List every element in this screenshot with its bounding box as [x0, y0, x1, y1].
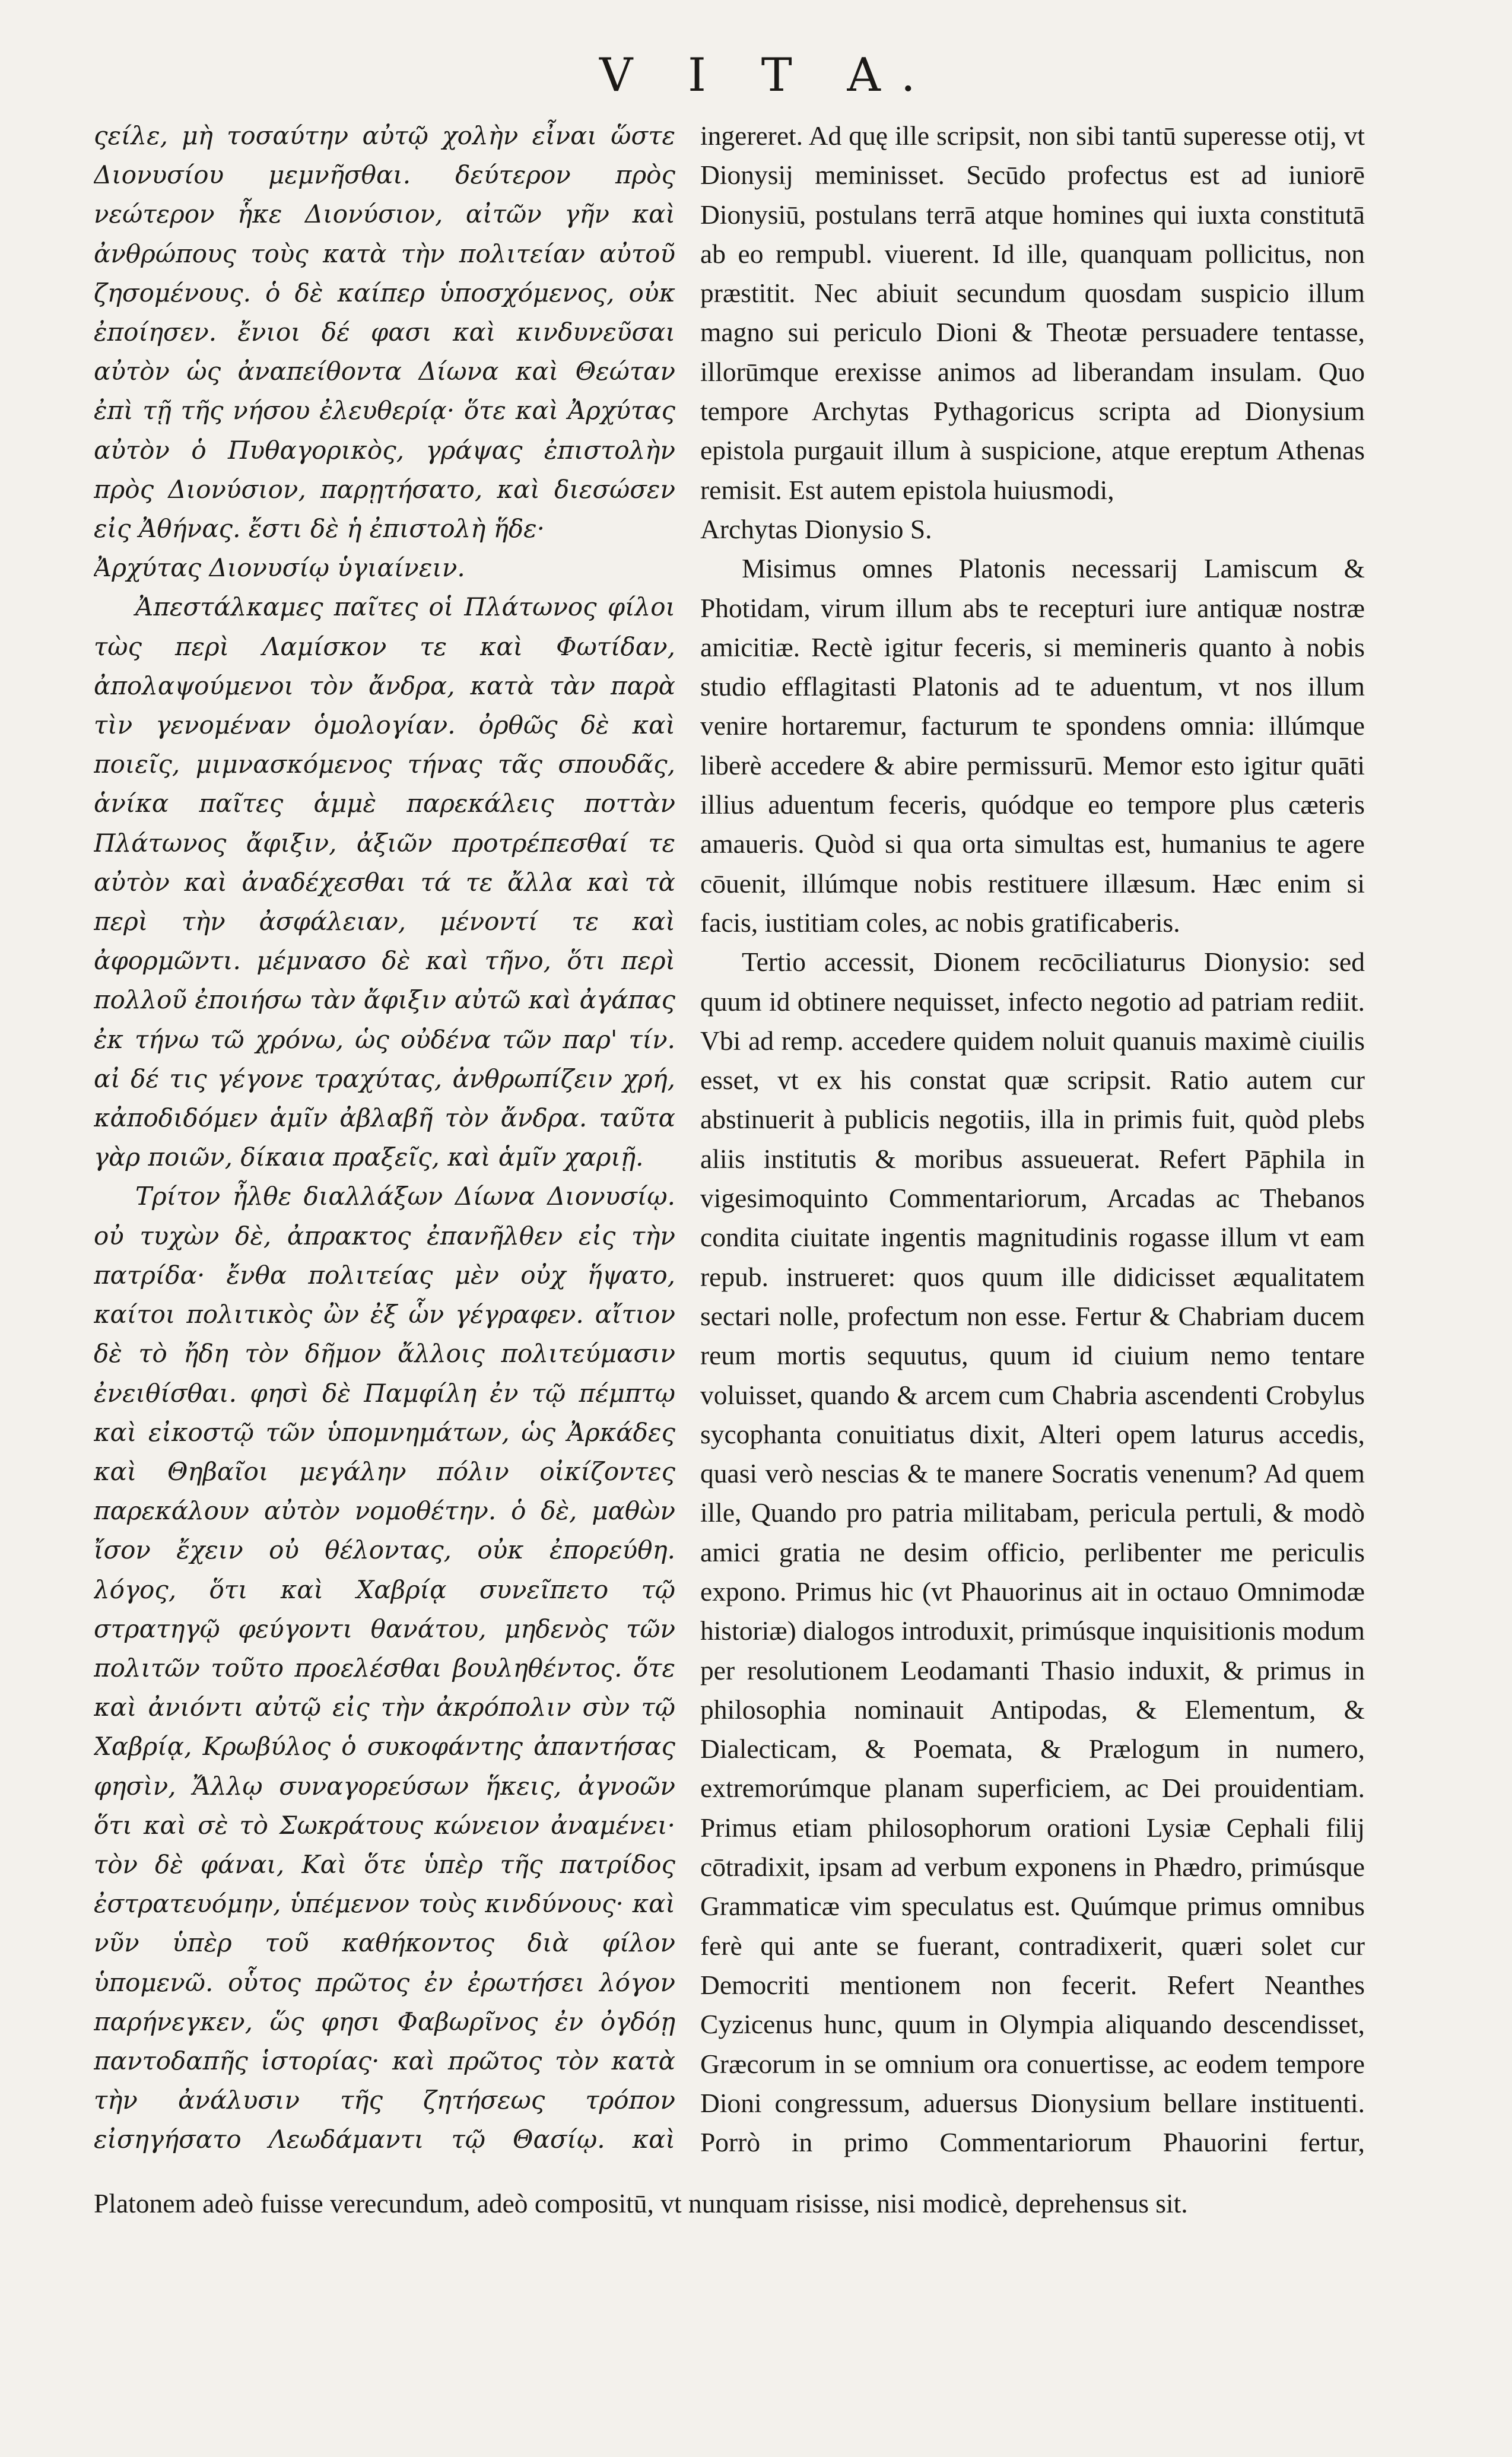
latin-paragraph: ingereret. Ad quę ille scripsit, non sibi tantū superesse otij, vt Dionysij meminisset. Secūdo profectus est ad iuniorē Dionysiū, postulans terrā atque homines qui iuxta constitutā ab eo rempubl. viuerent. Id ille, quanquam pollicitus, non præstitit. Nec abiuit secundum quosdam suspicio illum magno sui periculo Dioni & Theotæ persuadere tentasse, illorūmque erexisse animos ad liberandam insulam. Quo tempore Archytas Pythagoricus scripta ad Dionysium epistola purgauit illum à suspicione, atque ereptum Athenas remisit. Est autem epistola huiusmodi,	[700, 120, 1365, 505]
greek-column	[94, 116, 675, 2164]
latin-paragraph: Tertio accessit, Dionem recōciliaturus Dionysio: sed quum id obtinere nequisset, infecto negotio ad patriam rediit. Vbi ad remp. accedere quidem noluit quanuis maximè ciuilis esset, vt ex his constat quæ scripsit. Ratio autem cur abstinuerit à publicis negotiis, illa in primis fuit, quòd plebs aliis institutis & moribus assueuerat. Refert Pāphila in vigesimoquinto Commentariorum, Arcadas ac Thebanos condita ciuitate ingentis magnitudinis rogasse illum vt eam repub. instrueret: quos quum ille didicisset æqualitatem sectari nolle, profectum non esse. Fertur & Chabriam ducem reum mortis sequutus, quum id ciuium nemo tentare voluisset, quando & arcem cum Chabria ascendenti Crobylus sycophanta conuitiatus dixit, Alteri opem laturus accedis, quasi verò nescias & te manere Socratis venenum? Ad quem ille, Quando pro patria militabam, pericula pertuli, & modò amici gratia ne desim officio, perlibenter me periculis expono. Primus hic (vt Phauorinus ait in octauo Omnimodæ historiæ) dialogos introduxit, primúsque inquisitionis modum per resolutionem Leodamanti Thasio induxit, & primus in philosophia nominauit Antipodas, & Elementum, & Dialecticam, & Poemata, & Prælogum in numero, extremorúmque planam superficiem, ac Dei prouidentiam. Primus etiam philosophorum orationi Lysiæ Cephali filij cōtradixit, ipsam ad verbum exponens in Phædro, primúsque Grammaticæ vim speculatus est. Quúmque primus omnibus ferè qui ante se fuerant, contradixerit, quæri solet cur Democriti mentionem non fecerit. Refert Neanthes Cyzicenus hunc, quum in Olympia aliquando descendisset, Græcorum in se omnium ora conuertisse, ac eodem tempore Dioni congressum, aduersus Dionysium bellare instituenti. Porrò in primo Commentariorum Phauorini fertur,	[700, 947, 1365, 2158]
greek-paragraph: ςείλε, μὴ τοσαύτην αὐτῷ χολὴν εἶναι ὥστε Διονυσίου μεμνῆσθαι. δεύτερον πρὸς νεώτερον ἧκε Διονύσιον, αἰτῶν γῆν καὶ ἀνθρώπους τοὺς κατὰ τὴν πολιτείαν αὐτοῦ ζησομένους. ὁ δὲ καίπερ ὑποσχόμενος, οὐκ ἐποίησεν. ἔνιοι δέ φασι καὶ κινδυνεῦσαι αὐτὸν ὡς ἀναπείθοντα Δίωνα καὶ Θεώταν ἐπὶ τῇ τῆς νήσου ἐλευθερίᾳ· ὅτε καὶ Ἀρχύτας αὐτὸν ὁ Πυθαγορικὸς, γράψας ἐπιστολὴν πρὸς Διονύσιον, παρῃτήσατο, καὶ διεσώσεν εἰς Ἀθήνας. ἔστι δὲ ἡ ἐπιστολὴ ἥδε·	[94, 121, 675, 544]
page-bottom-line: Platonem adeò fuisse verecundum, adeò compositū, vt nunquam risisse, nisi modicè, deprehensus sit.	[94, 2188, 1188, 2218]
latin-column	[700, 116, 1365, 2164]
latin-letter-heading: Archytas Dionysio S.	[700, 513, 932, 544]
greek-letter-body: Ἀπεστάλκαμες παῖτες οἱ Πλάτωνος φίλοι τὼς περὶ Λαμίσκον τε καὶ Φωτίδαν, ἀπολαψούμενοι τὸν ἄνδρα, κατὰ τὰν παρὰ τὶν γενομέναν ὁμολογίαν. ὀρθῶς δὲ καὶ ποιεῖς, μιμνασκόμενος τήνας τᾶς σπουδᾶς, ἁνίκα παῖτες ἁμμὲ παρεκάλεις ποττὰν Πλάτωνος ἄφιξιν, ἀξιῶν προτρέπεσθαί τε αὐτὸν καὶ ἀναδέχεσθαι τά τε ἄλλα καὶ τὰ περὶ τὴν ἀσφάλειαν, μένοντί τε καὶ ἀφορμῶντι. μέμνασο δὲ καὶ τῆνο, ὅτι περὶ πολλοῦ ἐποιήσω τὰν ἄφιξιν αὐτῶ καὶ ἀγάπας ἐκ τήνω τῶ χρόνω, ὡς οὐδένα τῶν παρ' τίν. αἰ δέ τις γέγονε τραχύτας, ἀνθρωπίζειν χρή, κἀποδιδόμεν ἁμῖν ἀβλαβῆ τὸν ἄνδρα. ταῦτα γὰρ ποιῶν, δίκαια πραξεῖς, καὶ ἁμῖν χαριῇ.	[94, 592, 675, 1172]
greek-paragraph: Τρίτον ἦλθε διαλλάξων Δίωνα Διονυσίῳ. οὐ τυχὼν δὲ, ἀπρακτος ἐπανῆλθεν εἰς τὴν πατρίδα· ἔνθα πολιτείας μὲν οὐχ ἥψατο, καίτοι πολιτικὸς ὢν ἐξ ὧν γέγραφεν. αἴτιον δὲ τὸ ἤδη τὸν δῆμον ἄλλοις πολιτεύμασιν ἐνειθίσθαι. φησὶ δὲ Παμφίλη ἐν τῷ πέμπτῳ καὶ εἰκοστῷ τῶν ὑπομνημάτων, ὡς Ἀρκάδες καὶ Θηβαῖοι μεγάλην πόλιν οἰκίζοντες παρεκάλουν αὐτὸν νομοθέτην. ὁ δὲ, μαθὼν ἴσον ἔχειν οὐ θέλοντας, οὐκ ἐπορεύθη. λόγος, ὅτι καὶ Χαβρίᾳ συνεῖπετο τῷ στρατηγῷ φεύγοντι θανάτου, μηδενὸς τῶν πολιτῶν τοῦτο προελέσθαι βουληθέντος. ὅτε καὶ ἀνιόντι αὐτῷ εἰς τὴν ἀκρόπολιν σὺν τῷ Χαβρίᾳ, Κρωβύλος ὁ συκοφάντης ἀπαντήσας φησὶν, Ἄλλῳ συναγορεύσων ἥκεις, ἀγνοῶν ὅτι καὶ σὲ τὸ Σωκράτους κώνειον ἀναμένει· τὸν δὲ φάναι, Καὶ ὅτε ὑπὲρ τῆς πατρίδος ἐστρατευόμην, ὑπέμενον τοὺς κινδύνους· καὶ νῦν ὑπὲρ τοῦ καθήκοντος διὰ φίλον ὑπομενῶ. οὗτος πρῶτος ἐν ἐρωτήσει λόγον παρήνεγκεν, ὥς φησι Φαβωρῖνος ἐν ὀγδόῃ παντοδαπῆς ἱστορίας· καὶ πρῶτος τὸν κατὰ τὴν ἀνάλυσιν τῆς ζητήσεως τρόπον εἰσηγήσατο Λεωδάμαντι τῷ Θασίῳ. καὶ	[94, 1182, 675, 2154]
running-head: V I T A.	[599, 49, 936, 102]
greek-letter-heading: Ἀρχύτας Διονυσίῳ ὑγιαίνειν.	[94, 553, 465, 583]
latin-letter-body: Misimus omnes Platonis necessarij Lamiscum & Photidam, virum illum abs te recepturi iure antiquæ nostræ amicitiæ. Rectè igitur feceris, si memineris quanto à nobis studio efflagitasti Platonis ad te aduentum, vt nos illum venire hortaremur, facturum te spondens omnia: illúmque liberè accedere & abire permissurū. Memor esto igitur quāti illius aduentum feceris, quódque eo tempore plus cæteris amaueris. Quòd si qua orta simultas est, humanius te agere cōuenit, illúmque nobis restituere illæsum. Hæc enim si facis, iustitiam coles, ac nobis gratificaberis.	[700, 553, 1365, 938]
